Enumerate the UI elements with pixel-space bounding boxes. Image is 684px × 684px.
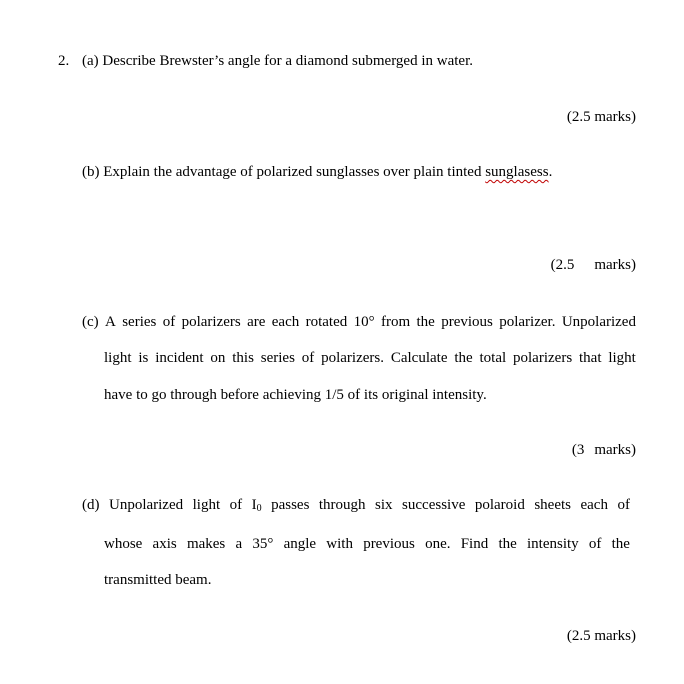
word: sheets [534,497,571,513]
word: A [105,314,116,330]
part-b-marks [551,256,636,274]
part-c-marks-label: marks) [594,442,636,458]
part-b-text [82,163,552,181]
word: the [454,350,473,366]
word: angle [283,536,317,552]
word: from [380,314,411,330]
part-c-line-3: have to go through before achieving 1/5 of its original intensity. [104,387,487,403]
word: light [104,350,132,366]
question-number: 2. [58,53,70,69]
word: Find [460,536,489,552]
word: $I_0$ [251,497,262,514]
word: each [271,314,300,330]
word: whose [104,536,143,552]
word: Unpolarized [561,314,636,330]
part-d-line-3: transmitted beam. [104,572,212,588]
part-c-line-2 [104,349,636,367]
word: series [122,314,157,330]
word: one. [425,536,451,552]
word: the [611,536,630,552]
word: total [479,350,507,366]
word: 35° [252,536,274,552]
word: intensity [527,536,579,552]
word: passes [271,497,310,513]
word: of [162,314,176,330]
word: rotated [305,314,348,330]
word: six [375,497,393,513]
part-a-text: (a) Describe Brewster’s angle for a diamond submerged in water. [82,53,473,69]
word: light [192,497,221,513]
word: polarizers. [321,350,384,366]
word: polaroid [474,497,525,513]
word: on [210,350,226,366]
part-c-line-1 [82,313,636,331]
word: of [588,536,602,552]
word: polarizers [181,314,241,330]
part-b-text-main: (b) Explain the advantage of polarized sunglasses over plain tinted [82,164,486,180]
word: the [416,314,435,330]
word: are [247,314,266,330]
word: polarizers [513,350,573,366]
part-c-marks-value: (3 [571,442,585,458]
word: of [229,497,243,513]
part-b-period: . [548,164,553,180]
word: with [326,536,353,552]
word: Unpolarized [108,497,184,513]
word: this [232,350,254,366]
word: each [580,497,608,513]
word: a [235,536,243,552]
part-b-marks-label: marks) [594,257,636,273]
word: previous [441,314,493,330]
word: of [301,350,315,366]
word: that [579,350,602,366]
word: the [498,536,517,552]
word: Calculate [390,350,448,366]
part-c-marks [572,441,636,459]
part-d-marks: (2.5 marks) [566,628,636,644]
word: previous [363,536,415,552]
part-b-marks-value: (2.5 [550,257,575,273]
intensity-subscript: 0 [256,503,262,514]
spelling-error-word[interactable]: sunglasess [485,164,549,180]
word: incident [155,350,204,366]
word: makes [186,536,226,552]
word: axis [152,536,177,552]
part-d-line-1 [82,496,630,514]
word: (d) [82,497,100,513]
word: light [608,350,636,366]
word: 10° [353,314,375,330]
word: is [138,350,149,366]
word: through [318,497,366,513]
word: of [617,497,630,513]
part-a-marks: (2.5 marks) [566,109,636,125]
word: series [260,350,295,366]
part-d-line-2 [104,535,630,553]
word: polarizer. [499,314,556,330]
word: successive [402,497,466,513]
word: (c) [82,314,99,330]
